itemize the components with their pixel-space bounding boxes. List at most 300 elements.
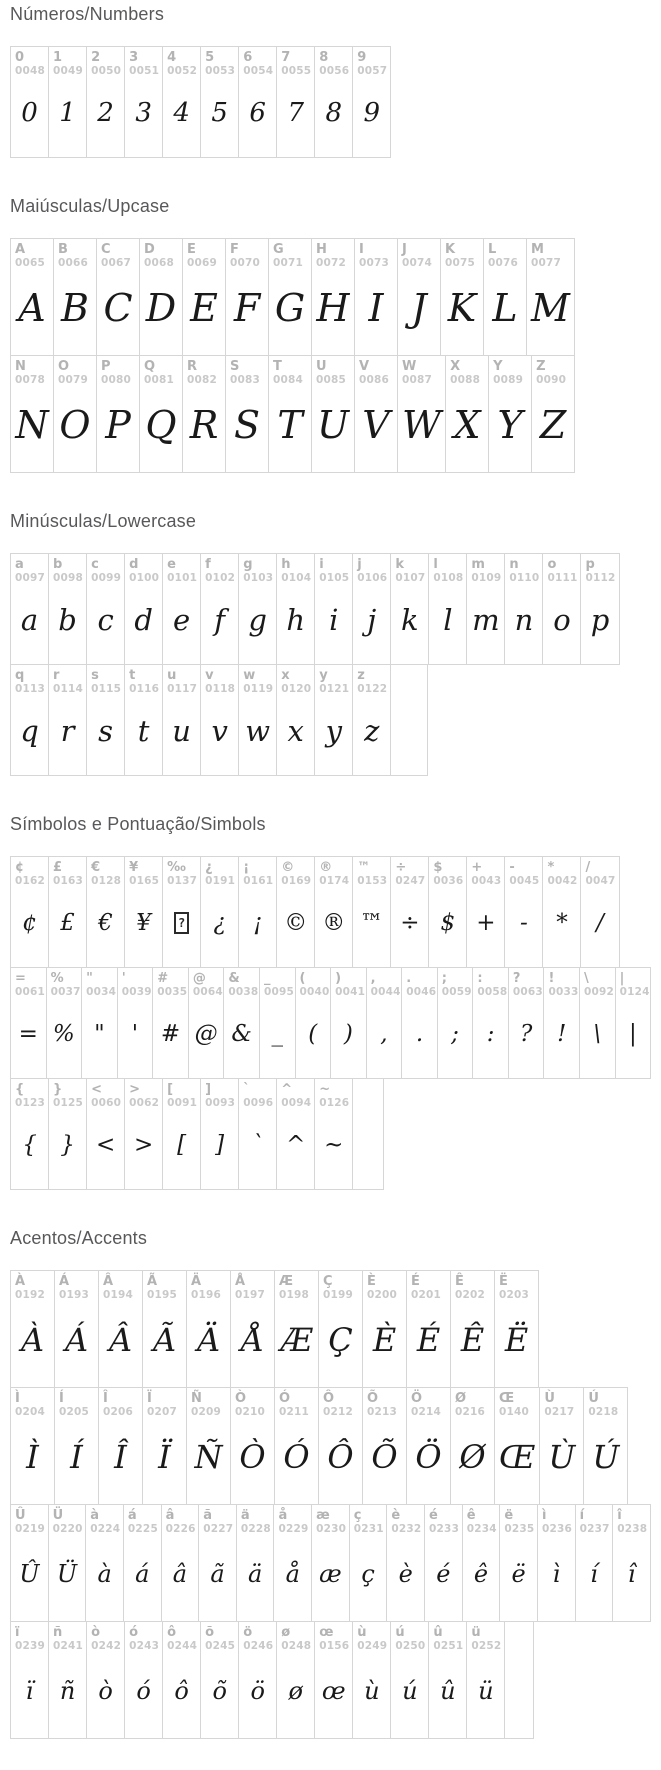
char-label: ö: [243, 1625, 253, 1640]
char-glyph: ê: [473, 1560, 489, 1588]
char-label: ã: [203, 1508, 212, 1523]
char-code: 0161: [243, 875, 274, 887]
char-cell: [314, 664, 353, 776]
char-glyph: %: [52, 1021, 75, 1047]
char-code: 0140: [499, 1406, 530, 1418]
char-cell: [352, 553, 391, 665]
char-code: 0094: [281, 1097, 312, 1109]
char-cell-header: [49, 554, 86, 584]
char-cell: [386, 1504, 425, 1622]
char-cell-header: [467, 554, 504, 584]
char-code: 0225: [127, 1523, 158, 1535]
char-label: Ñ: [191, 1391, 202, 1406]
char-code: 0236: [541, 1523, 572, 1535]
char-label: 2: [91, 50, 101, 65]
char-glyph: :: [486, 1021, 495, 1047]
char-cell: [200, 553, 239, 665]
char-code: 0117: [167, 683, 198, 695]
char-cell: [314, 856, 353, 968]
char-code: 0064: [192, 986, 223, 998]
char-code: 0193: [59, 1289, 90, 1301]
char-cell-header: [87, 1622, 124, 1652]
char-glyph: $: [440, 910, 456, 936]
char-code: 0118: [205, 683, 236, 695]
char-glyph: g: [248, 603, 267, 637]
char-glyph: ¡: [253, 910, 263, 936]
char-cell: [259, 967, 296, 1079]
char-cell: [46, 967, 83, 1079]
char-cell: [318, 1387, 363, 1505]
char-cell-header: [231, 1388, 274, 1418]
char-code: 0239: [15, 1640, 46, 1652]
char-cell: [48, 1621, 87, 1739]
char-label: D: [144, 242, 155, 257]
char-code: 0093: [205, 1097, 236, 1109]
char-code: 0198: [279, 1289, 310, 1301]
char-label: v: [205, 668, 214, 683]
char-cell-header: [118, 968, 153, 998]
char-cell: [238, 553, 277, 665]
char-label: -: [509, 860, 515, 875]
char-label: >: [129, 1082, 140, 1097]
char-code: 0063: [512, 986, 543, 998]
char-cell: [390, 553, 429, 665]
char-label: c: [91, 557, 99, 572]
char-code: 0101: [167, 572, 198, 584]
char-cell-header: [97, 239, 139, 269]
char-glyph: Ò: [239, 1438, 266, 1476]
char-label: J: [402, 242, 407, 257]
char-cell-header: [584, 1388, 627, 1418]
char-cell: [198, 1504, 237, 1622]
char-glyph: /: [596, 910, 604, 936]
char-glyph: y: [325, 714, 342, 748]
char-glyph: *: [556, 910, 568, 936]
char-label: w: [243, 668, 256, 683]
char-cell-header: [407, 1388, 450, 1418]
char-glyph: e: [173, 603, 191, 637]
char-glyph: È: [372, 1321, 397, 1359]
char-code: 0102: [205, 572, 236, 584]
char-cell: [96, 238, 140, 356]
char-label: o: [547, 557, 557, 572]
char-label: X: [450, 359, 461, 374]
char-code: 0174: [319, 875, 350, 887]
char-label: #: [157, 971, 169, 986]
char-cell-header: [315, 1622, 352, 1652]
char-code: 0059: [441, 986, 472, 998]
char-cell: [236, 1504, 275, 1622]
char-code: 0228: [240, 1523, 271, 1535]
char-label: À: [15, 1274, 26, 1289]
char-cell: [406, 1270, 451, 1388]
char-cell-header: [86, 1505, 123, 1535]
char-cell-header: [87, 47, 124, 77]
char-glyph: <: [95, 1132, 116, 1158]
char-code: 0085: [316, 374, 347, 386]
char-code: 0110: [509, 572, 540, 584]
char-cell-header: [402, 968, 437, 998]
char-cell: [86, 664, 125, 776]
char-cell-header: [11, 1505, 48, 1535]
char-label: É: [411, 1274, 420, 1289]
char-cell-header: [353, 665, 390, 695]
char-code: 0238: [617, 1523, 648, 1535]
char-cell: [276, 1621, 315, 1739]
char-cell: [182, 238, 226, 356]
section-title: Maiúsculas/Upcase: [10, 196, 170, 216]
char-cell: [162, 856, 201, 968]
char-cell-header: [451, 1388, 494, 1418]
char-glyph: q: [20, 714, 39, 748]
char-code: 0116: [129, 683, 160, 695]
char-cell: [526, 238, 575, 356]
char-cell-header: [226, 356, 268, 386]
char-glyph: 9: [363, 98, 381, 128]
char-code: 0199: [323, 1289, 354, 1301]
char-glyph: 2: [97, 98, 114, 128]
char-cell-header: [355, 356, 397, 386]
char-glyph: !: [557, 1021, 567, 1047]
char-label: x: [281, 668, 290, 683]
char-cell-header: [473, 968, 508, 998]
char-cell: [238, 1078, 277, 1190]
char-cell-header: [315, 554, 352, 584]
char-glyph: ;: [451, 1021, 459, 1047]
char-label: f: [205, 557, 211, 572]
char-cell: [230, 1270, 275, 1388]
char-label: p: [585, 557, 595, 572]
char-label: [: [167, 1082, 174, 1097]
char-cell-header: [500, 1505, 537, 1535]
char-label: S: [230, 359, 240, 374]
char-code: 0083: [230, 374, 261, 386]
char-code: 0043: [471, 875, 502, 887]
char-glyph: o: [553, 603, 571, 637]
char-label: Ò: [235, 1391, 247, 1406]
char-label: j: [357, 557, 362, 572]
char-code: 0033: [548, 986, 579, 998]
char-label: ç: [353, 1508, 362, 1523]
char-cell: [10, 856, 49, 968]
char-cell: [499, 1504, 538, 1622]
char-cell-header: [87, 1079, 124, 1109]
char-label: $: [433, 860, 443, 875]
section-title: Acentos/Accents: [10, 1228, 148, 1248]
char-label: ñ: [53, 1625, 63, 1640]
char-code: 0204: [15, 1406, 46, 1418]
char-glyph: \: [593, 1021, 602, 1047]
char-cell: [124, 1078, 163, 1190]
char-glyph: Ø: [459, 1438, 486, 1476]
char-cell: [612, 1504, 651, 1622]
char-label: z: [357, 668, 365, 683]
char-label: ^: [281, 1082, 293, 1097]
char-glyph: ü: [478, 1677, 494, 1705]
char-cell: [200, 1078, 239, 1190]
char-glyph: £: [60, 910, 75, 936]
char-code: 0103: [243, 572, 274, 584]
char-cell: [424, 1504, 463, 1622]
char-code: 0210: [235, 1406, 266, 1418]
char-cell: [314, 1621, 353, 1739]
char-code: 0192: [15, 1289, 46, 1301]
char-code: 0119: [243, 683, 274, 695]
char-cell: [54, 1270, 99, 1388]
char-label: *: [547, 860, 555, 875]
char-cell-header: [163, 1079, 200, 1109]
char-cell-header: [99, 1271, 142, 1301]
char-cell: [238, 856, 277, 968]
char-glyph: à: [97, 1560, 112, 1588]
char-label: Â: [103, 1274, 114, 1289]
char-glyph: ": [94, 1021, 105, 1047]
char-glyph: ø: [288, 1677, 303, 1705]
section-rows: [10, 238, 651, 473]
char-glyph: 1: [59, 98, 76, 128]
char-cell: [542, 553, 581, 665]
char-cell-header: [125, 554, 162, 584]
char-cell: [440, 238, 484, 356]
char-cell-header: [140, 239, 182, 269]
char-code: 0235: [504, 1523, 535, 1535]
char-cell: [276, 46, 315, 158]
char-glyph: ï: [25, 1677, 34, 1705]
char-cell-header: [237, 1505, 274, 1535]
char-label: 1: [53, 50, 63, 65]
char-label: <: [91, 1082, 102, 1097]
char-cell-header: [367, 968, 402, 998]
char-label: ‰: [167, 860, 186, 875]
char-cell-header: [363, 1388, 406, 1418]
char-glyph: Ï: [158, 1438, 171, 1476]
char-code: 0163: [53, 875, 84, 887]
char-label: Ä: [191, 1274, 202, 1289]
char-cell-header: [353, 554, 390, 584]
char-code: 0046: [406, 986, 437, 998]
char-cell: [362, 1270, 407, 1388]
char-cell-header: [226, 239, 268, 269]
char-cell: [86, 553, 125, 665]
char-cell-header: [315, 857, 352, 887]
char-cell-header: [277, 1622, 314, 1652]
char-code: 0105: [319, 572, 350, 584]
char-row: [10, 1387, 651, 1505]
char-cell-header: [239, 1622, 276, 1652]
char-cell: [54, 1387, 99, 1505]
char-label: Œ: [499, 1391, 515, 1406]
char-label: û: [433, 1625, 443, 1640]
char-label: !: [548, 971, 555, 986]
char-cell: [390, 1621, 429, 1739]
char-label: 0: [15, 50, 25, 65]
char-cell: [162, 553, 201, 665]
char-cell-header: [391, 1622, 428, 1652]
char-label: ?: [512, 971, 521, 986]
char-code: 0069: [187, 257, 218, 269]
char-label: ä: [240, 1508, 250, 1523]
char-label: ó: [129, 1625, 139, 1640]
char-glyph: Æ: [280, 1321, 313, 1359]
char-cell: [352, 46, 391, 158]
char-code: 0091: [167, 1097, 198, 1109]
char-cell-header: [11, 1622, 48, 1652]
char-cell: [539, 1387, 584, 1505]
char-cell-header: [11, 356, 53, 386]
char-cell: [268, 238, 312, 356]
char-cell-header: [543, 857, 580, 887]
char-label: W: [402, 359, 417, 374]
char-label: è: [391, 1508, 401, 1523]
char-cell-header: [429, 857, 466, 887]
char-label: Î: [103, 1391, 108, 1406]
char-glyph: d: [134, 603, 153, 637]
char-code: 0106: [357, 572, 388, 584]
char-cell: [200, 664, 239, 776]
char-glyph: +: [476, 910, 496, 936]
char-cell-header: [274, 1505, 311, 1535]
char-label: &: [228, 971, 240, 986]
char-label: y: [319, 668, 328, 683]
char-cell: [238, 664, 277, 776]
char-label: ®: [319, 860, 333, 875]
char-label: £: [53, 860, 63, 875]
char-label: T: [273, 359, 282, 374]
char-label: C: [101, 242, 111, 257]
char-code: 0122: [357, 683, 388, 695]
char-cell-header: [495, 1271, 538, 1301]
char-cell: [508, 967, 545, 1079]
char-label: _: [263, 971, 271, 986]
char-glyph: U: [316, 403, 350, 447]
char-cell-header: [495, 1388, 539, 1418]
char-cell: [542, 856, 581, 968]
char-glyph: t: [137, 714, 150, 748]
char-glyph: ¢: [22, 910, 37, 936]
char-label: O: [58, 359, 70, 374]
char-code: 0104: [281, 572, 312, 584]
char-cell: [10, 1387, 55, 1505]
char-cell-header: [355, 239, 397, 269]
char-row: [10, 967, 651, 1079]
char-glyph: í: [590, 1560, 598, 1588]
char-label: {: [15, 1082, 25, 1097]
char-code: 0037: [50, 986, 81, 998]
char-glyph: E: [190, 286, 218, 330]
char-cell: [123, 1504, 162, 1622]
char-code: 0098: [53, 572, 84, 584]
char-glyph: ]: [215, 1132, 225, 1158]
char-cell: [274, 1387, 319, 1505]
char-cell-header: [125, 1622, 162, 1652]
char-glyph: ì: [552, 1560, 561, 1588]
char-cell-header: [54, 356, 96, 386]
char-cell: [48, 664, 87, 776]
char-code: 0244: [167, 1640, 198, 1652]
char-cell-header: [543, 554, 580, 584]
char-glyph: >: [133, 1132, 154, 1158]
char-code: 0042: [547, 875, 578, 887]
char-cell: [186, 1270, 231, 1388]
char-label: Ô: [323, 1391, 335, 1406]
char-cell: [311, 238, 355, 356]
char-glyph: z: [364, 714, 380, 748]
char-code: 0209: [191, 1406, 222, 1418]
char-code: 0156: [319, 1640, 350, 1652]
char-glyph: Ü: [56, 1560, 78, 1588]
char-code: 0067: [101, 257, 132, 269]
char-label: õ: [205, 1625, 215, 1640]
char-cell: [354, 238, 398, 356]
char-cell: [579, 967, 616, 1079]
char-glyph: ™: [360, 910, 384, 936]
char-cell: [311, 1504, 350, 1622]
char-glyph: a: [20, 603, 39, 637]
char-code: 0128: [91, 875, 122, 887]
char-label: Ç: [323, 1274, 333, 1289]
char-label: ò: [91, 1625, 100, 1640]
char-cell: [352, 1621, 391, 1739]
char-cell: [142, 1387, 187, 1505]
char-code: 0233: [429, 1523, 460, 1535]
char-cell-header: [49, 1505, 86, 1535]
char-cell: [314, 1078, 353, 1190]
char-glyph: V: [362, 403, 390, 447]
char-code: 0250: [395, 1640, 426, 1652]
char-cell-header: [11, 1388, 54, 1418]
char-cell: [124, 46, 163, 158]
char-cell-header: [163, 47, 200, 77]
char-code: 0035: [157, 986, 188, 998]
char-cell: [86, 856, 125, 968]
char-cell-header: [143, 1388, 186, 1418]
char-label: F: [230, 242, 239, 257]
char-cell: [48, 553, 87, 665]
char-code: 0201: [411, 1289, 442, 1301]
char-label: Y: [493, 359, 503, 374]
char-cell-header: [49, 1079, 86, 1109]
char-label: ê: [466, 1508, 476, 1523]
char-label: ': [121, 971, 126, 986]
char-cell-header: [467, 1622, 504, 1652]
char-label: }: [53, 1082, 63, 1097]
char-cell-header: [315, 665, 352, 695]
char-glyph: ,: [380, 1021, 388, 1047]
char-cell: [10, 1504, 49, 1622]
char-glyph: c: [97, 603, 114, 637]
char-glyph: ¿: [213, 910, 226, 936]
char-code: 0241: [53, 1640, 84, 1652]
char-cell: [311, 355, 355, 473]
char-code: 0051: [129, 65, 160, 77]
char-label: ": [86, 971, 93, 986]
char-code: 0165: [129, 875, 160, 887]
char-cell-header: [11, 857, 48, 887]
char-row: [10, 664, 651, 776]
char-glyph: J: [411, 286, 427, 330]
char-cell: [488, 355, 532, 473]
char-label: ¿: [205, 860, 213, 875]
char-cell-header: [312, 239, 354, 269]
char-glyph: `: [251, 1132, 264, 1158]
char-glyph: O: [59, 403, 91, 447]
char-code: 0211: [279, 1406, 310, 1418]
char-glyph: è: [398, 1560, 413, 1588]
char-cell: [537, 1504, 576, 1622]
char-glyph: ö: [250, 1677, 265, 1705]
char-label: |: [619, 971, 625, 986]
char-cell-header: [187, 1388, 230, 1418]
